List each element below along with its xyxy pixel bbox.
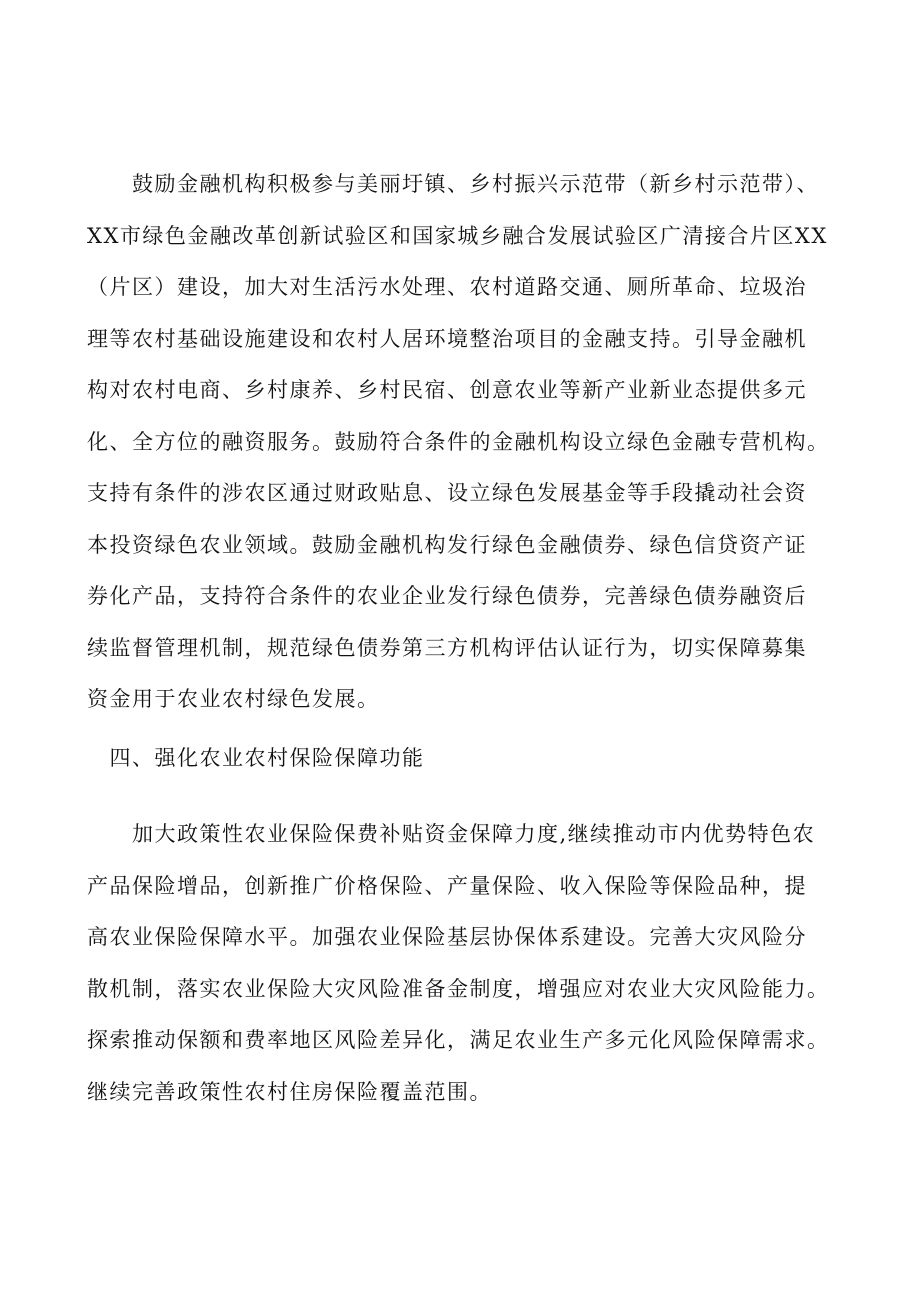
text-line: 鼓励金融机构积极参与美丽圩镇、乡村振兴示范带（新乡村示范带）、: [87, 172, 819, 196]
text-line: 券化产品，支持符合条件的农业企业发行绿色债券，完善绿色债券融资后: [87, 584, 807, 608]
text-line: 继续完善政策性农村住房保险覆盖范围。: [87, 1079, 492, 1104]
section-heading: 四、强化农业农村保险保障功能: [87, 746, 425, 770]
text-line: 支持有条件的涉农区通过财政贴息、设立绿色发展基金等手段撬动社会资: [87, 481, 807, 505]
text-line: 本投资绿色农业领域。鼓励金融机构发行绿色金融债券、绿色信贷资产证: [87, 532, 807, 557]
text-line: （片区）建设，加大对生活污水处理、农村道路交通、厕所革命、垃圾治: [87, 275, 807, 299]
text-line: 加大政策性农业保险保费补贴资金保障力度,继续推动市内优势特色农: [87, 822, 816, 846]
text-line: 资金用于农业农村绿色发展。: [87, 687, 380, 711]
text-line: 产品保险增品，创新推广价格保险、产量保险、收入保险等保险品种，提: [87, 873, 807, 898]
paragraph-insurance: [87, 809, 847, 1118]
text-line: 高农业保险保障水平。加强农业保险基层协保体系建设。完善大灾风险分: [87, 925, 807, 949]
text-line: 续监督管理机制，规范绿色债券第三方机构评估认证行为，切实保障募集: [87, 635, 807, 660]
paragraph-green-finance: [87, 159, 847, 726]
text-line: 探索推动保额和费率地区风险差异化，满足农业生产多元化风险保障需求。: [87, 1028, 830, 1052]
text-line: 理等农村基础设施建设和农村人居环境整治项目的金融支持。引导金融机: [87, 326, 807, 351]
text-line: 构对农村电商、乡村康养、乡村民宿、创意农业等新产业新业态提供多元: [87, 378, 807, 402]
text-line: 化、全方位的融资服务。鼓励符合条件的金融机构设立绿色金融专营机构。: [87, 429, 830, 454]
text-line: XX市绿色金融改革创新试验区和国家城乡融合发展试验区广清接合片区XX: [87, 223, 828, 248]
text-line: 散机制，落实农业保险大灾风险准备金制度，增强应对农业大灾风险能力。: [87, 976, 830, 1001]
